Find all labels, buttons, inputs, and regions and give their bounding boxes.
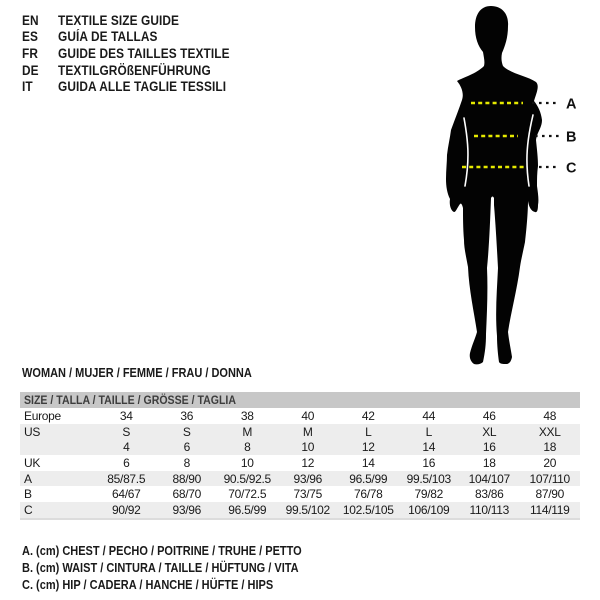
table-cell: 90.5/92.5 [223, 471, 271, 486]
table-cell: 88/90 [172, 471, 202, 486]
language-label: TEXTILE SIZE GUIDE [58, 12, 180, 28]
table-row-a [20, 471, 580, 487]
table-cell: 8 [183, 455, 190, 470]
table-cell: 48 [543, 408, 557, 423]
legend-line-a: A. (cm) CHEST / PECHO / POITRINE / TRUHE / PETTO [22, 543, 302, 558]
table-cell: 70/72.5 [228, 487, 267, 502]
table-cell: M [302, 424, 313, 439]
table-cell: 12 [301, 455, 315, 470]
table-cell: L [425, 424, 432, 439]
table-cell: 10 [240, 455, 254, 470]
table-cell: XXL [538, 424, 561, 439]
table-cell: 10 [301, 440, 315, 455]
measurement-legend [22, 542, 340, 594]
woman-silhouette [446, 6, 542, 364]
table-cell: 96.5/99 [349, 471, 388, 486]
table-cell: 16 [482, 440, 496, 455]
table-cell: 16 [422, 455, 436, 470]
table-cell: 6 [183, 440, 190, 455]
table-cell: 90/92 [111, 502, 141, 517]
table-cell: 64/67 [111, 487, 141, 502]
table-cell: 6 [123, 455, 130, 470]
language-code: IT [22, 79, 33, 95]
table-cell: 104/107 [468, 471, 510, 486]
row-label: A [24, 471, 32, 486]
table-row-europe [20, 408, 580, 424]
table-cell: 12 [361, 440, 375, 455]
marker-label-b: B [566, 129, 577, 146]
table-cell: 14 [422, 440, 436, 455]
language-code: ES [22, 29, 39, 45]
table-row-us [20, 424, 580, 440]
table-cell: 40 [301, 408, 315, 423]
table-cell: 110/113 [469, 502, 509, 517]
table-cell: L [365, 424, 372, 439]
size-table-header [20, 392, 580, 408]
legend-line-c: C. (cm) HIP / CADERA / HANCHE / HÜFTE / HIPS [22, 577, 274, 592]
table-cell: 38 [240, 408, 254, 423]
table-cell: 102.5/105 [342, 502, 394, 517]
table-title-text: WOMAN / MUJER / FEMME / FRAU / DONNA [22, 366, 252, 380]
table-cell: 34 [119, 408, 133, 423]
legend-line-b: B. (cm) WAIST / CINTURA / TAILLE / HÜFTUNG / VITA [22, 560, 299, 575]
table-cell: 18 [482, 455, 496, 470]
table-row-uk [20, 455, 580, 471]
table-row-b [20, 486, 580, 502]
table-cell: XL [482, 424, 497, 439]
size-table-body [20, 408, 580, 518]
language-code: FR [22, 45, 39, 61]
table-cell: 107/110 [529, 471, 570, 486]
marker-label-c: C [566, 160, 577, 177]
language-label: TEXTILGRÖßENFÜHRUNG [58, 62, 211, 78]
table-cell: 46 [482, 408, 496, 423]
row-label: US [24, 424, 41, 439]
table-cell: 93/96 [172, 502, 202, 517]
table-cell: 79/82 [414, 487, 444, 502]
row-label: C [24, 502, 33, 517]
table-cell: 114/119 [530, 502, 570, 517]
table-cell: 36 [180, 408, 194, 423]
table-cell: 44 [422, 408, 436, 423]
table-cell: 96.5/99 [228, 502, 267, 517]
table-cell: 18 [543, 440, 557, 455]
language-label: GUIDE DES TAILLES TEXTILE [58, 45, 230, 61]
row-label: Europe [24, 408, 61, 423]
table-cell: 106/109 [408, 502, 450, 517]
table-cell: 8 [244, 440, 251, 455]
table-cell: 99.5/102 [285, 502, 330, 517]
language-label: GUÍA DE TALLAS [58, 29, 158, 45]
table-cell: 87/90 [535, 487, 565, 502]
language-code: DE [22, 62, 39, 78]
table-cell: 83/86 [474, 487, 504, 502]
size-table-header-text: SIZE / TALLA / TAILLE / GRÖSSE / TAGLIA [24, 393, 236, 407]
table-cell: 85/87.5 [107, 471, 146, 486]
language-code: EN [22, 12, 39, 28]
table-cell: 42 [361, 408, 375, 423]
table-cell: S [122, 424, 131, 439]
table-cell: 4 [123, 440, 130, 455]
table-cell: 14 [361, 455, 375, 470]
table-cell: S [182, 424, 191, 439]
table-row-us-numeric [20, 439, 580, 455]
table-cell: 99.5/103 [406, 471, 451, 486]
table-cell: 73/75 [293, 487, 323, 502]
table-title [22, 366, 283, 380]
table-cell: M [242, 424, 253, 439]
table-cell: 76/78 [353, 487, 383, 502]
table-cell: 20 [543, 455, 557, 470]
language-label: GUIDA ALLE TAGLIE TESSILI [58, 79, 227, 95]
row-label: UK [24, 455, 41, 470]
table-cell: 93/96 [293, 471, 323, 486]
table-cell: 68/70 [172, 487, 202, 502]
table-row-c [20, 502, 580, 518]
row-label: B [24, 487, 32, 502]
size-table [20, 392, 580, 520]
marker-label-a: A [566, 96, 577, 113]
